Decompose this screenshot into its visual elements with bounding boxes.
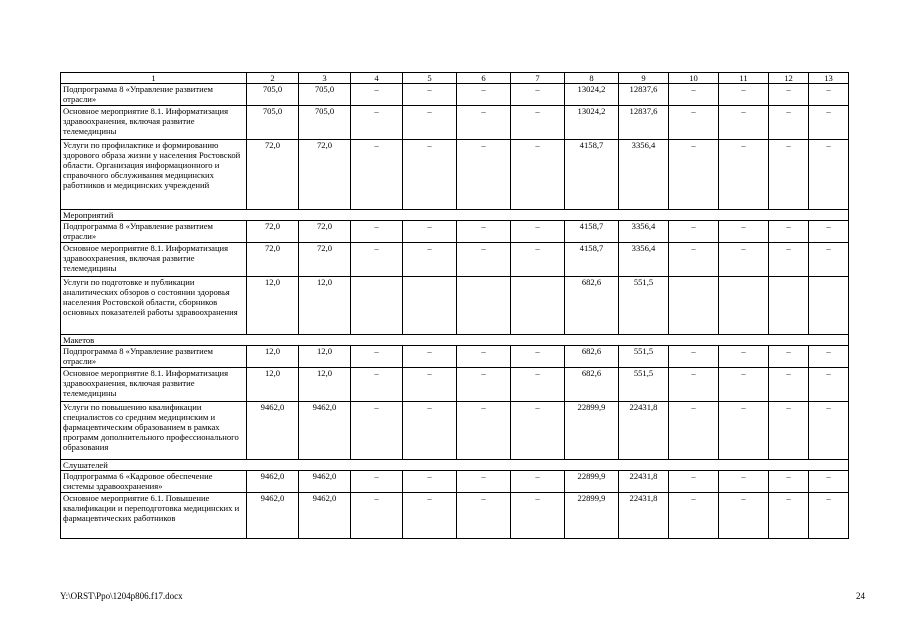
value-cell: – <box>769 106 809 140</box>
value-cell: – <box>511 346 565 368</box>
value-cell: – <box>457 368 511 402</box>
value-cell: – <box>719 106 769 140</box>
value-cell: 22431,8 <box>619 471 669 493</box>
table-row <box>61 493 849 539</box>
column-number: 1 <box>61 73 247 84</box>
value-cell: 12837,6 <box>619 84 669 106</box>
value-cell: 72,0 <box>299 140 351 210</box>
value-cell: – <box>351 346 403 368</box>
value-cell: 12,0 <box>247 368 299 402</box>
value-cell: – <box>403 402 457 460</box>
value-cell: – <box>457 221 511 243</box>
value-cell: – <box>403 243 457 277</box>
value-cell: – <box>769 471 809 493</box>
value-cell: – <box>403 471 457 493</box>
value-cell: 22899,9 <box>565 402 619 460</box>
value-cell: – <box>809 402 849 460</box>
value-cell: – <box>669 346 719 368</box>
row-description: Подпрограмма 8 «Управление развитием отрасли» <box>61 84 247 106</box>
value-cell <box>403 277 457 335</box>
value-cell: – <box>511 140 565 210</box>
value-cell: – <box>351 368 403 402</box>
value-cell: – <box>511 84 565 106</box>
value-cell: 12,0 <box>299 277 351 335</box>
value-cell: 12,0 <box>299 368 351 402</box>
value-cell: – <box>719 221 769 243</box>
value-cell: 22431,8 <box>619 402 669 460</box>
value-cell: 72,0 <box>247 243 299 277</box>
value-cell <box>769 277 809 335</box>
column-number: 3 <box>299 73 351 84</box>
value-cell: – <box>809 140 849 210</box>
value-cell: 12837,6 <box>619 106 669 140</box>
value-cell: – <box>511 402 565 460</box>
value-cell: 13024,2 <box>565 106 619 140</box>
row-description: Основное мероприятие 8.1. Информатизация здравоохранения, включая развитие телемедицины <box>61 368 247 402</box>
row-description: Услуги по подготовке и публикации аналитических обзоров о состоянии здоровья населения Ростовской области, сборников основных показателей работы здравоохранения <box>61 277 247 335</box>
value-cell: 705,0 <box>299 84 351 106</box>
value-cell: – <box>669 106 719 140</box>
value-cell: – <box>719 402 769 460</box>
unit-label: Слушателей <box>61 460 849 471</box>
value-cell: – <box>809 346 849 368</box>
value-cell: 682,6 <box>565 346 619 368</box>
value-cell: – <box>669 84 719 106</box>
value-cell <box>457 277 511 335</box>
value-cell: 13024,2 <box>565 84 619 106</box>
value-cell: 705,0 <box>299 106 351 140</box>
column-number: 10 <box>669 73 719 84</box>
value-cell: – <box>511 493 565 539</box>
value-cell: – <box>769 221 809 243</box>
table-row <box>61 221 849 243</box>
value-cell: – <box>403 221 457 243</box>
budget-table <box>60 72 849 539</box>
value-cell: – <box>669 140 719 210</box>
column-number: 5 <box>403 73 457 84</box>
table-row <box>61 402 849 460</box>
value-cell: – <box>351 243 403 277</box>
column-number: 6 <box>457 73 511 84</box>
value-cell: – <box>809 368 849 402</box>
value-cell: 72,0 <box>299 243 351 277</box>
value-cell: 682,6 <box>565 277 619 335</box>
value-cell: – <box>457 106 511 140</box>
value-cell: – <box>809 221 849 243</box>
value-cell: – <box>669 493 719 539</box>
column-number-row <box>61 73 849 84</box>
value-cell: – <box>403 493 457 539</box>
value-cell: 551,5 <box>619 368 669 402</box>
value-cell: – <box>351 140 403 210</box>
value-cell: – <box>809 493 849 539</box>
row-description: Подпрограмма 6 «Кадровое обеспечение системы здравоохранения» <box>61 471 247 493</box>
value-cell: 705,0 <box>247 106 299 140</box>
table-row <box>61 471 849 493</box>
value-cell: – <box>457 346 511 368</box>
value-cell: – <box>511 471 565 493</box>
value-cell: 4158,7 <box>565 243 619 277</box>
column-number: 4 <box>351 73 403 84</box>
value-cell: – <box>769 402 809 460</box>
table-row <box>61 106 849 140</box>
value-cell: – <box>669 368 719 402</box>
unit-row <box>61 460 849 471</box>
value-cell: – <box>769 368 809 402</box>
value-cell: 551,5 <box>619 277 669 335</box>
value-cell: – <box>351 471 403 493</box>
value-cell: – <box>511 243 565 277</box>
value-cell: 9462,0 <box>299 493 351 539</box>
value-cell: – <box>809 84 849 106</box>
value-cell: 12,0 <box>247 346 299 368</box>
value-cell: – <box>457 243 511 277</box>
value-cell: – <box>719 471 769 493</box>
file-path: Y:\ORST\Ppo\1204p806.f17.docx <box>60 591 183 601</box>
unit-row <box>61 335 849 346</box>
value-cell: 3356,4 <box>619 140 669 210</box>
value-cell: – <box>457 140 511 210</box>
value-cell: – <box>457 471 511 493</box>
value-cell <box>809 277 849 335</box>
value-cell: – <box>769 493 809 539</box>
value-cell: – <box>457 402 511 460</box>
value-cell: – <box>403 106 457 140</box>
table-body <box>61 73 849 539</box>
value-cell: 9462,0 <box>247 493 299 539</box>
row-description: Услуги по повышению квалификации специалистов со средним медицинским и фармацевтическим образованием в рамках программ дополнительного профессионального образования <box>61 402 247 460</box>
unit-label: Макетов <box>61 335 849 346</box>
value-cell: – <box>669 221 719 243</box>
value-cell: 4158,7 <box>565 221 619 243</box>
column-number: 9 <box>619 73 669 84</box>
page-number: 24 <box>856 591 865 601</box>
value-cell: – <box>809 471 849 493</box>
value-cell: 3356,4 <box>619 243 669 277</box>
value-cell: 72,0 <box>299 221 351 243</box>
row-description: Подпрограмма 8 «Управление развитием отрасли» <box>61 346 247 368</box>
row-description: Основное мероприятие 6.1. Повышение квалификации и переподготовка медицинских и фармацевтических работников <box>61 493 247 539</box>
value-cell: – <box>403 140 457 210</box>
value-cell: – <box>769 346 809 368</box>
value-cell: – <box>403 346 457 368</box>
column-number: 2 <box>247 73 299 84</box>
value-cell <box>511 277 565 335</box>
value-cell: – <box>719 368 769 402</box>
value-cell: – <box>669 471 719 493</box>
value-cell: – <box>719 140 769 210</box>
row-description: Услуги по профилактике и формированию здорового образа жизни у населения Ростовской области. Организация информационного и справочного обслуживания медицинских работников и медицинских учреждений <box>61 140 247 210</box>
table-row <box>61 277 849 335</box>
value-cell: 9462,0 <box>299 402 351 460</box>
value-cell: 705,0 <box>247 84 299 106</box>
value-cell: 22899,9 <box>565 471 619 493</box>
value-cell: 72,0 <box>247 221 299 243</box>
column-number: 13 <box>809 73 849 84</box>
value-cell: 4158,7 <box>565 140 619 210</box>
value-cell: 9462,0 <box>247 402 299 460</box>
value-cell <box>351 277 403 335</box>
table-row <box>61 346 849 368</box>
value-cell: – <box>351 106 403 140</box>
value-cell <box>719 277 769 335</box>
value-cell: – <box>351 493 403 539</box>
unit-row <box>61 210 849 221</box>
value-cell: 682,6 <box>565 368 619 402</box>
column-number: 11 <box>719 73 769 84</box>
value-cell: – <box>809 243 849 277</box>
value-cell: 12,0 <box>247 277 299 335</box>
value-cell: – <box>457 84 511 106</box>
value-cell: – <box>769 243 809 277</box>
column-number: 7 <box>511 73 565 84</box>
value-cell: 3356,4 <box>619 221 669 243</box>
value-cell: 12,0 <box>299 346 351 368</box>
column-number: 8 <box>565 73 619 84</box>
value-cell: 22899,9 <box>565 493 619 539</box>
value-cell: – <box>351 221 403 243</box>
value-cell <box>669 277 719 335</box>
value-cell: – <box>669 402 719 460</box>
value-cell: – <box>719 346 769 368</box>
value-cell: – <box>809 106 849 140</box>
value-cell: – <box>511 221 565 243</box>
value-cell: 9462,0 <box>247 471 299 493</box>
table-row <box>61 140 849 210</box>
value-cell: – <box>403 84 457 106</box>
table-row <box>61 84 849 106</box>
value-cell: 9462,0 <box>299 471 351 493</box>
value-cell: – <box>403 368 457 402</box>
table-row <box>61 368 849 402</box>
column-number: 12 <box>769 73 809 84</box>
unit-label: Мероприятий <box>61 210 849 221</box>
row-description: Подпрограмма 8 «Управление развитием отрасли» <box>61 221 247 243</box>
value-cell: 72,0 <box>247 140 299 210</box>
value-cell: – <box>719 84 769 106</box>
value-cell: – <box>351 402 403 460</box>
value-cell: – <box>511 368 565 402</box>
value-cell: 22431,8 <box>619 493 669 539</box>
row-description: Основное мероприятие 8.1. Информатизация здравоохранения, включая развитие телемедицины <box>61 106 247 140</box>
value-cell: – <box>669 243 719 277</box>
value-cell: – <box>511 106 565 140</box>
value-cell: – <box>457 493 511 539</box>
value-cell: – <box>769 140 809 210</box>
value-cell: – <box>351 84 403 106</box>
table-row <box>61 243 849 277</box>
value-cell: 551,5 <box>619 346 669 368</box>
value-cell: – <box>719 493 769 539</box>
value-cell: – <box>769 84 809 106</box>
value-cell: – <box>719 243 769 277</box>
row-description: Основное мероприятие 8.1. Информатизация здравоохранения, включая развитие телемедицины <box>61 243 247 277</box>
